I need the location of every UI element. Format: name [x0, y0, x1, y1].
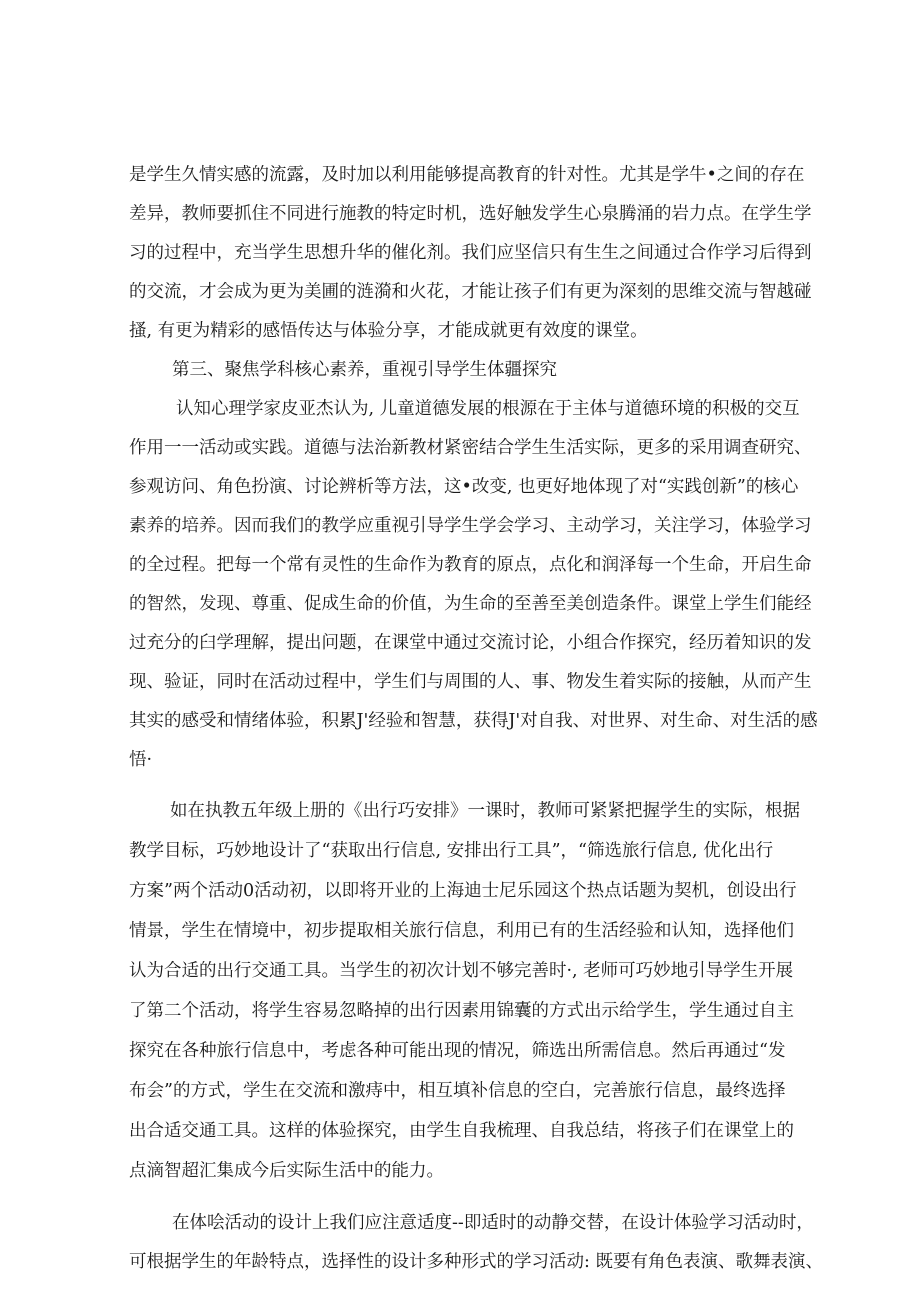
paragraph-1-line-1: 是学生久情实感的流露，及时加以利用能够提高教育的针对性。尤其是学牛•之间的存在: [129, 165, 805, 185]
paragraph-2-line-1: 认知心理学家皮亚杰认为, 儿童道德发展的根源在于主体与道德环境的积极的交互: [176, 399, 800, 419]
paragraph-2-line-6: 的智然，发现、尊重、促成生命的价值，为生命的至善至美创造条件。课堂上学生们能经: [129, 594, 812, 614]
paragraph-3-line-3: 方案”两个活动0活动初，以即将开业的上海迪士尼乐园这个热点话题为契机，创设出行: [129, 881, 797, 901]
paragraph-1-line-3: 习的过程中，充当学生思想升华的催化剂。我们应坚信只有生生之间通过合作学习后得到: [129, 243, 812, 263]
paragraph-3-line-7: 探究在各种旅行信息中，考虑各种可能出现的情况，筛选出所需信息。然后再通过“发: [129, 1041, 786, 1061]
paragraph-2-line-3: 参观访问、角色扮演、讨论辨析等方法，这•改变, 也更好地体现了对“实践创新”的核心: [129, 477, 799, 497]
paragraph-2-line-10: 悟·: [129, 750, 153, 770]
paragraph-2-line-2: 作用一一活动或实践。道德与法治新教材紧密结合学生生活实际，更多的采用调查研究、: [129, 438, 812, 458]
paragraph-2-line-7: 过充分的臼学理解，提出问题，在课堂中通过交流讨论，小组合作探究，经历着知识的发: [129, 633, 812, 653]
paragraph-3-line-8: 布会”的方式，学生在交流和激痔中，相互填补信息的空白，完善旅行信息，最终选择: [129, 1081, 786, 1101]
paragraph-3-line-10: 点滴智超汇集成今后实际生活中的能力。: [129, 1161, 444, 1181]
paragraph-2-line-5: 的全过程。把每一个常有灵性的生命作为教育的原点，点化和润泽每一个生命，开启生命: [129, 555, 812, 575]
paragraph-2-line-9: 其实的感受和情绪体验，积累J'经验和智慧，获得J'对自我、对世界、对生命、对生活的感: [129, 711, 818, 731]
paragraph-1-line-4: 的交流，才会成为更为美圃的涟漪和火花，才能让孩子们有更为深刻的思维交流与智越碰: [129, 282, 812, 302]
paragraph-3-line-2: 教学目标，巧妙地设计了“获取出行信息, 安排出行工具”，“筛选旅行信息, 优化出行: [129, 841, 774, 861]
paragraph-1-line-2: 差异，教师要抓住不同进行施教的特定时机，选好触发学生心泉腾涌的岩力点。在学生学: [129, 204, 812, 224]
paragraph-4-line-1: 在体哙活动的设计上我们应注意适度--即适时的动静交替，在设计体验学习活动时，: [172, 1213, 814, 1233]
section-heading: 第三、聚焦学科核心素养，重视引导学生体疆探究: [172, 360, 557, 380]
paragraph-1-line-5: 搔, 有更为精彩的感悟传达与体验分享，才能成就更有效度的课堂。: [129, 321, 648, 341]
paragraph-3-line-5: 认为合适的出行交通工具。当学生的初次计划不够完善时·, 老师可巧妙地引导学生开展: [129, 961, 794, 981]
paragraph-3-line-1: 如在执教五年级上册的《出行巧安排》一课时，教师可紧紧把握学生的实际，根据: [170, 801, 800, 821]
paragraph-2-line-8: 现、验证，同时在活动过程中，学生们与周围的人、事、物发生着实际的接触，从而产生: [129, 672, 812, 692]
paragraph-3-line-6: 了第二个活动，将学生容易忽略掉的出行因素用锦囊的方式出示给学生，学生通过自主: [129, 1001, 794, 1021]
paragraph-3-line-9: 出合适交通工具。这样的体验探究，由学生自我梳理、自我总结，将孩子们在课堂上的: [129, 1121, 794, 1141]
paragraph-4-line-2: 可根据学生的年龄特点，选择性的设计多种形式的学习活动: 既要有角色表演、歌舞表演、: [129, 1252, 823, 1272]
paragraph-3-line-4: 情景，学生在情境中，初步提取相关旅行信息，利用已有的生活经验和认知，选择他们: [129, 921, 794, 941]
paragraph-2-line-4: 素养的培养。因而我们的教学应重视引导学生学会学习、主动学习，关注学习，体验学习: [129, 516, 812, 536]
